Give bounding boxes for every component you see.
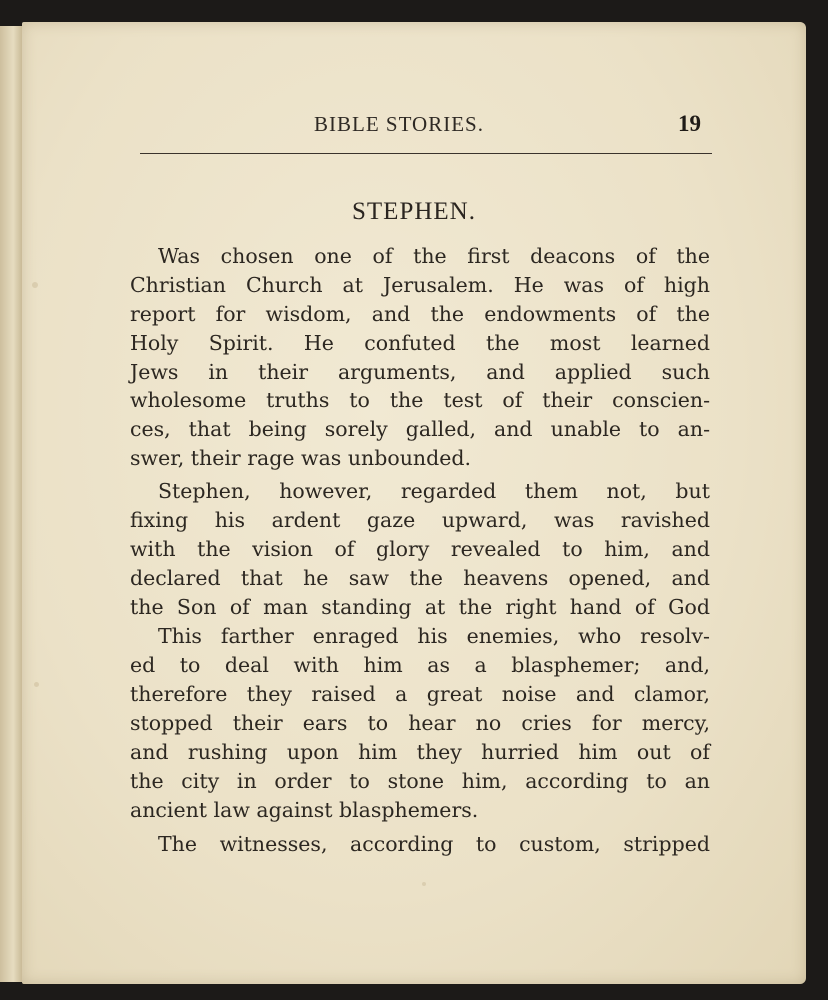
text-line: Stephen, however, regarded them not, but bbox=[158, 479, 710, 503]
text-line: wholesome truths to the test of their conscien- bbox=[130, 388, 710, 412]
text-line: and rushing upon him they hurried him out of bbox=[130, 740, 710, 764]
paper-spot bbox=[34, 682, 39, 687]
text-line: swer, their rage was unbounded. bbox=[130, 446, 471, 470]
running-head-title: BIBLE STORIES. bbox=[314, 112, 484, 136]
header-rule bbox=[140, 153, 712, 154]
text-line: ed to deal with him as a blasphemer; and, bbox=[130, 653, 710, 677]
text-line: This farther enraged his enemies, who resolv- bbox=[158, 624, 710, 648]
chapter-title: STEPHEN. bbox=[352, 198, 476, 225]
text-line: with the vision of glory revealed to him, and bbox=[130, 537, 710, 561]
text-line: stopped their ears to hear no cries for mercy, bbox=[130, 711, 710, 735]
book-page bbox=[22, 22, 806, 984]
paper-spot bbox=[422, 882, 426, 886]
text-line: report for wisdom, and the endowments of the bbox=[130, 302, 710, 326]
text-line: Christian Church at Jerusalem. He was of high bbox=[130, 273, 710, 297]
text-line: Jews in their arguments, and applied such bbox=[130, 360, 710, 384]
text-line: ces, that being sorely galled, and unable to an- bbox=[130, 417, 710, 441]
text-line: declared that he saw the heavens opened, and bbox=[130, 566, 710, 590]
paper-spot bbox=[32, 282, 38, 288]
text-line: Holy Spirit. He confuted the most learned bbox=[130, 331, 710, 355]
text-line: The witnesses, according to custom, stripped bbox=[158, 832, 710, 856]
text-line: Was chosen one of the first deacons of the bbox=[158, 244, 710, 268]
text-line: fixing his ardent gaze upward, was ravished bbox=[130, 508, 710, 532]
text-line: the Son of man standing at the right hand of God bbox=[130, 595, 710, 619]
text-line: the city in order to stone him, according to an bbox=[130, 769, 710, 793]
text-line: therefore they raised a great noise and clamor, bbox=[130, 682, 710, 706]
previous-page-edge bbox=[0, 26, 22, 982]
text-line: ancient law against blasphemers. bbox=[130, 798, 479, 822]
page-number: 19 bbox=[678, 111, 701, 136]
